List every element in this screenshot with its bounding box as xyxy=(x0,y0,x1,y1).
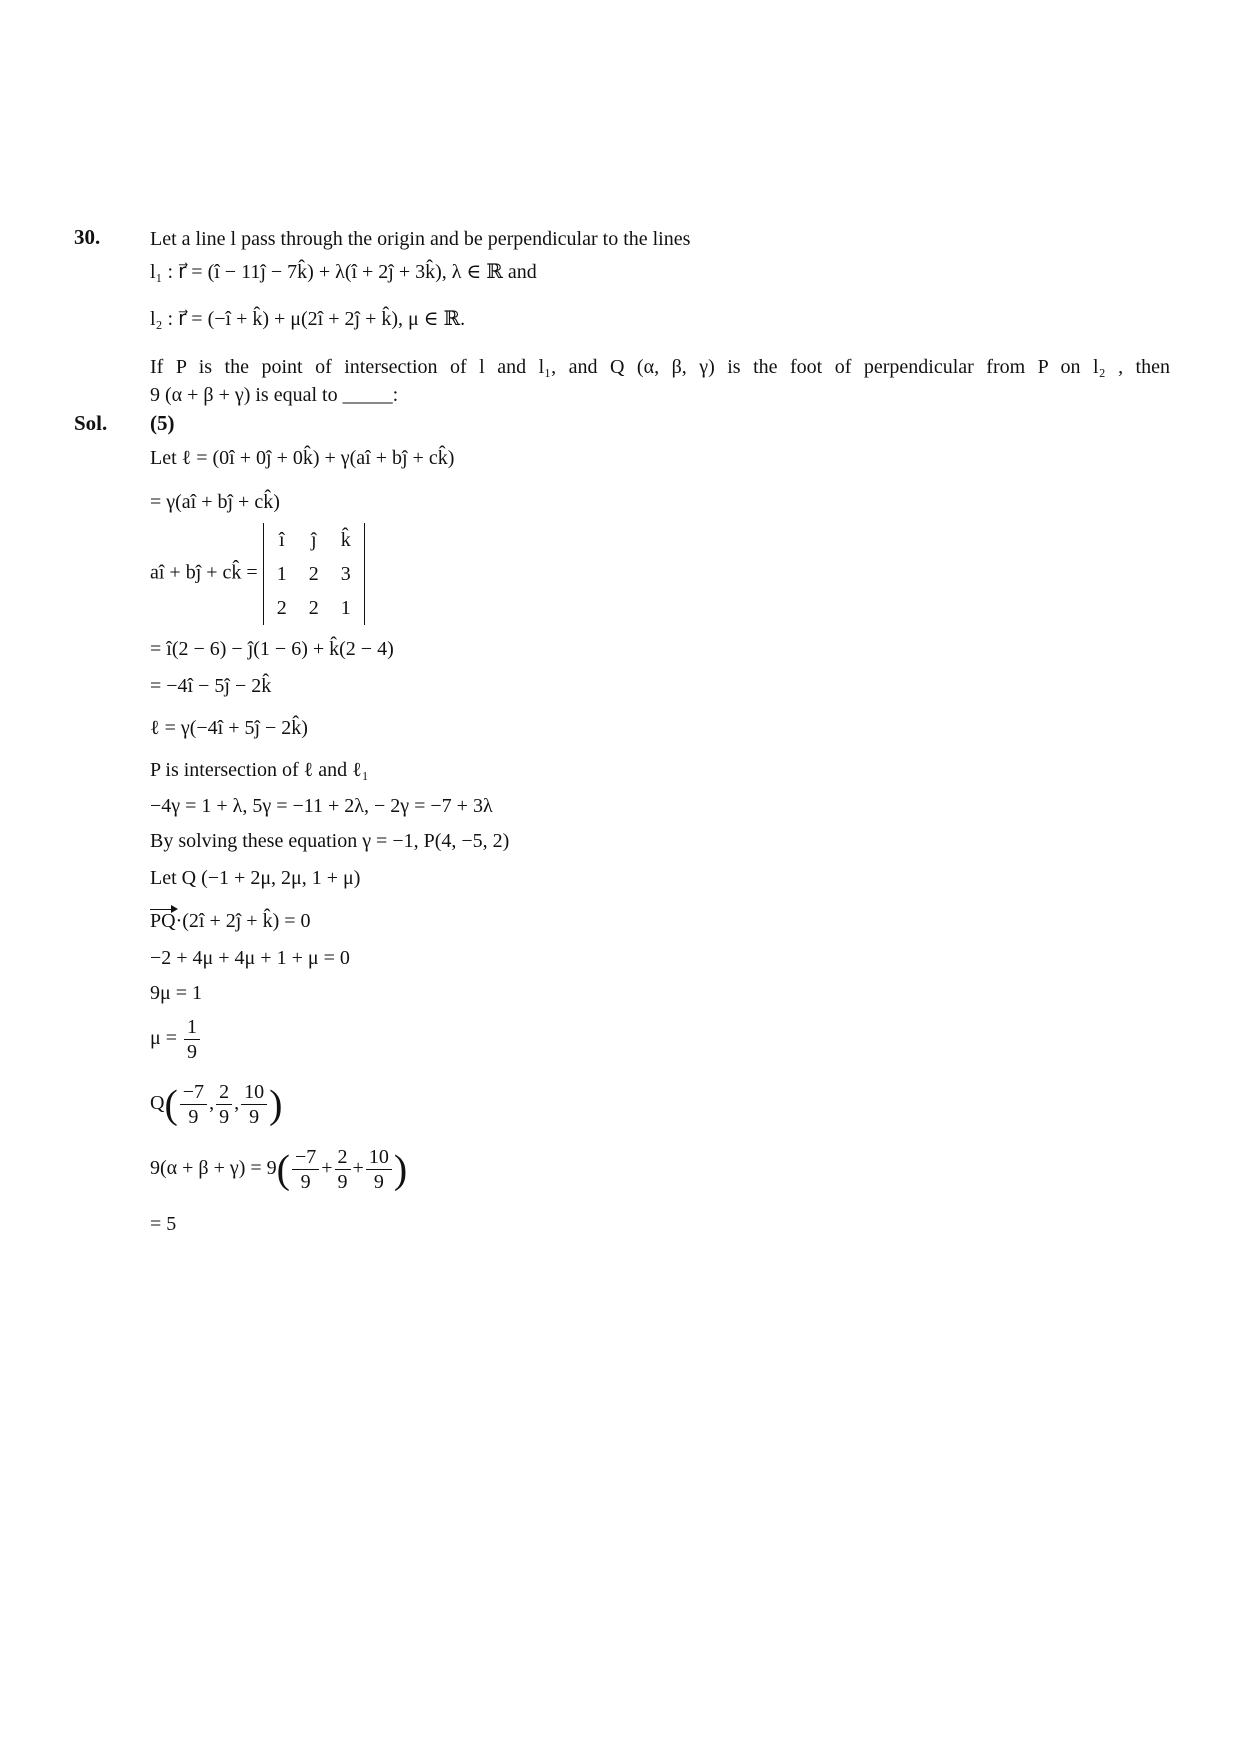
dot-product-expression: ·(2î + 2ĵ + k̂) = 0 xyxy=(175,910,311,932)
fraction-numerator: 2 xyxy=(216,1080,232,1105)
fraction-numerator: −7 xyxy=(180,1080,207,1105)
det-cell: 1 xyxy=(340,597,351,619)
solution-step-11: −2 + 4μ + 4μ + 1 + μ = 0 xyxy=(150,947,350,969)
fraction-numerator: −7 xyxy=(292,1145,319,1170)
det-cell: 2 xyxy=(276,597,287,619)
solution-step-10 xyxy=(150,907,311,935)
solution-step-6: P is intersection of ℓ and ℓ₁ xyxy=(150,759,369,781)
solution-answer: (5) xyxy=(150,411,175,435)
q-fraction-2 xyxy=(216,1080,232,1129)
question-text: If P is the point of intersection of l and l₁, and Q (α, β, γ) is the foot of perpendicular from P on l₂ , then xyxy=(150,356,1170,378)
solution-step-7: −4γ = 1 + λ, 5γ = −11 + 2λ, − 2γ = −7 + 3λ xyxy=(150,795,493,817)
determinant-row xyxy=(150,523,365,625)
question-number: 30. xyxy=(74,225,101,249)
q-fraction-3 xyxy=(241,1080,267,1129)
fraction-denominator: 9 xyxy=(373,1171,384,1193)
question-intro: Let a line l pass through the origin and be perpendicular to the lines xyxy=(150,228,691,250)
det-cell: 1 xyxy=(276,563,287,585)
fraction-denominator: 9 xyxy=(337,1171,348,1193)
det-cell: 2 xyxy=(308,597,319,619)
solution-step-13 xyxy=(150,1015,202,1064)
sum-lhs: 9(α + β + γ) = 9 xyxy=(150,1157,277,1180)
mu-fraction xyxy=(184,1015,200,1064)
fraction-denominator: 9 xyxy=(219,1106,230,1128)
sum-fraction-2 xyxy=(335,1145,351,1194)
fraction-denominator: 9 xyxy=(187,1041,198,1063)
determinant-lhs: aî + bĵ + ck̂ = xyxy=(150,561,258,584)
det-cell: ĵ xyxy=(310,529,317,551)
solution-step-5: ℓ = γ(−4î + 5ĵ − 2k̂) xyxy=(150,717,308,739)
det-cell: î xyxy=(278,529,285,551)
fraction-numerator: 10 xyxy=(241,1080,267,1105)
solution-step-14: Q( $\frac{-7}{9}$ , $\frac{2}{9}$ , $\frac{10}{9}$ ) xyxy=(150,1081,283,1128)
solution-step-15: 9(α + β + γ) = 9( $\frac{-7}{9}$ + $\frac{2}{9}$ + $\frac{10}{9}$ ) xyxy=(150,1146,408,1193)
solution-step-12: 9μ = 1 xyxy=(150,982,203,1004)
q-label: Q xyxy=(150,1092,165,1115)
q-fraction-1 xyxy=(180,1080,207,1129)
solution-step-1: Let ℓ = (0î + 0ĵ + 0k̂) + γ(aî + bĵ + ck̂) xyxy=(150,447,455,469)
fraction-denominator: 9 xyxy=(188,1106,199,1128)
solution-final-answer: = 5 xyxy=(150,1213,177,1235)
fraction-numerator: 2 xyxy=(335,1145,351,1170)
solution-step-8: By solving these equation γ = −1, P(4, −5, 2) xyxy=(150,830,510,852)
mu-lhs: μ = xyxy=(150,1027,178,1050)
line-l2-equation: l₂ : r⃗ = (−î + k̂) + μ(2î + 2ĵ + k̂), μ ∈ ℝ. xyxy=(150,308,466,330)
fraction-numerator: 10 xyxy=(366,1145,392,1170)
fraction-denominator: 9 xyxy=(249,1106,260,1128)
solution-step-4: = −4î − 5ĵ − 2k̂ xyxy=(150,675,272,697)
fraction-denominator: 9 xyxy=(300,1171,311,1193)
fraction-numerator: 1 xyxy=(184,1015,200,1040)
solution-label: Sol. xyxy=(74,411,108,435)
solution-step-9: Let Q (−1 + 2μ, 2μ, 1 + μ) xyxy=(150,867,361,889)
solution-step-2: = γ(aî + bĵ + ck̂) xyxy=(150,491,280,513)
sum-fraction-1 xyxy=(292,1145,319,1194)
vector-pq: PQ xyxy=(150,907,176,935)
det-cell: 2 xyxy=(308,563,319,585)
question-prompt: 9 (α + β + γ) is equal to _____: xyxy=(150,384,399,406)
det-cell: 3 xyxy=(340,563,351,585)
determinant-matrix xyxy=(263,523,365,625)
sum-fraction-3 xyxy=(366,1145,392,1194)
line-l1-equation: l₁ : r⃗ = (î − 11ĵ − 7k̂) + λ(î + 2ĵ + 3k̂), λ ∈ ℝ and xyxy=(150,261,537,283)
solution-step-3: = î(2 − 6) − ĵ(1 − 6) + k̂(2 − 4) xyxy=(150,638,394,660)
det-cell: k̂ xyxy=(340,529,351,551)
